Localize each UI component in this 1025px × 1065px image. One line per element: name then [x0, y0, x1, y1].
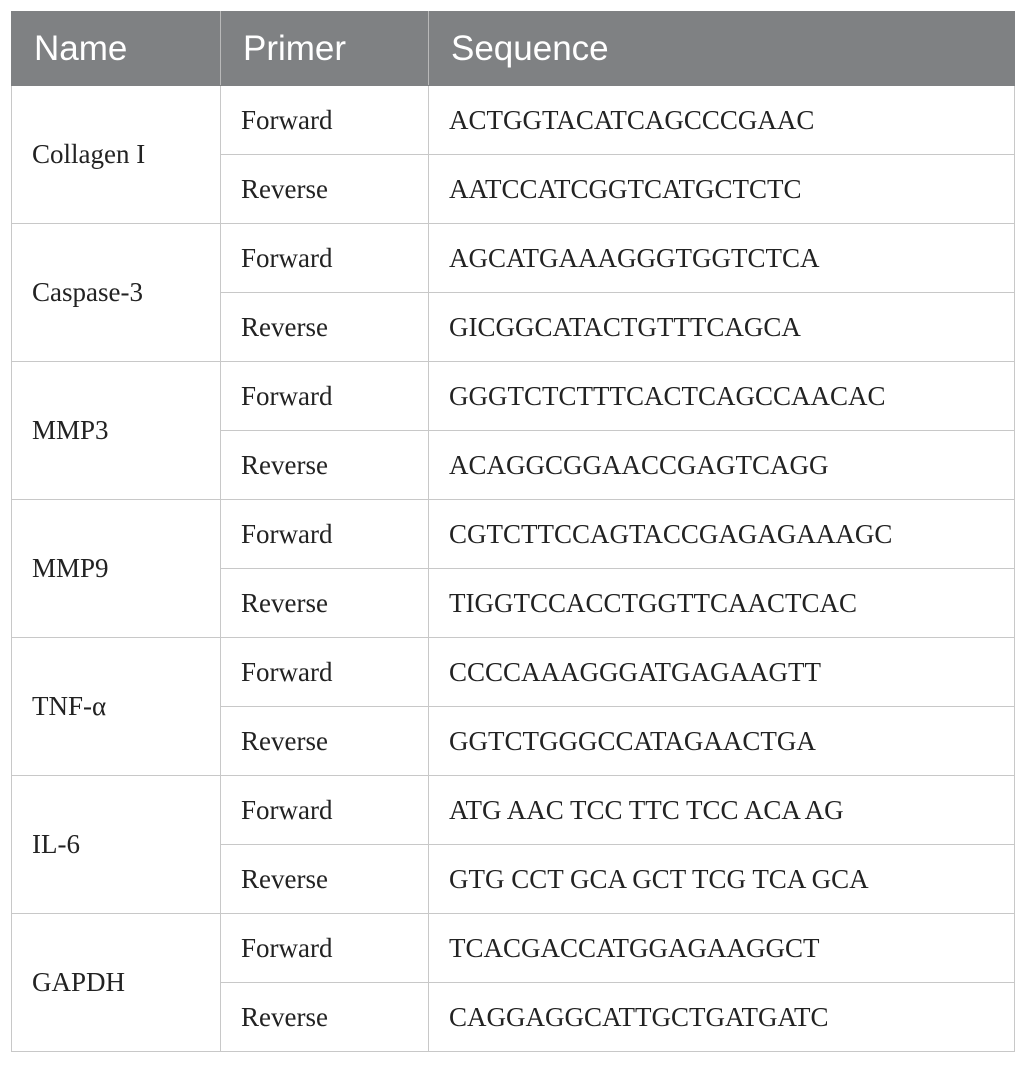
sequence-cell: CCCCAAAGGGATGAGAAGTT [429, 638, 1015, 707]
primer-cell: Reverse [221, 569, 429, 638]
sequence-cell: TCACGACCATGGAGAAGGCT [429, 914, 1015, 983]
primer-cell: Reverse [221, 431, 429, 500]
table-body [12, 86, 1015, 1052]
gene-name-cell: TNF-α [12, 638, 221, 776]
sequence-cell: TIGGTCCACCTGGTTCAACTCAC [429, 569, 1015, 638]
primer-cell: Reverse [221, 293, 429, 362]
header-sequence: Sequence [429, 12, 1015, 86]
gene-name-cell: GAPDH [12, 914, 221, 1052]
sequence-cell: ACTGGTACATCAGCCCGAAC [429, 86, 1015, 155]
sequence-cell: AATCCATCGGTCATGCTCTC [429, 155, 1015, 224]
primer-cell: Forward [221, 500, 429, 569]
sequence-cell: CGTCTTCCAGTACCGAGAGAAAGC [429, 500, 1015, 569]
sequence-cell: CAGGAGGCATTGCTGATGATC [429, 983, 1015, 1052]
sequence-cell: ATG AAC TCC TTC TCC ACA AG [429, 776, 1015, 845]
primer-cell: Reverse [221, 707, 429, 776]
primer-cell: Forward [221, 224, 429, 293]
primer-cell: Reverse [221, 983, 429, 1052]
gene-name-cell: Caspase-3 [12, 224, 221, 362]
primer-cell: Forward [221, 638, 429, 707]
table-row [12, 224, 1015, 293]
sequence-cell: GICGGCATACTGTTTCAGCA [429, 293, 1015, 362]
primer-cell: Forward [221, 914, 429, 983]
table-header [12, 12, 1015, 86]
table-row [12, 500, 1015, 569]
gene-name-cell: MMP9 [12, 500, 221, 638]
gene-name-cell: IL-6 [12, 776, 221, 914]
primer-cell: Reverse [221, 845, 429, 914]
header-primer: Primer [221, 12, 429, 86]
table-row [12, 362, 1015, 431]
gene-name-cell: MMP3 [12, 362, 221, 500]
table-row [12, 776, 1015, 845]
sequence-cell: AGCATGAAAGGGTGGTCTCA [429, 224, 1015, 293]
table-row [12, 86, 1015, 155]
sequence-cell: GGTCTGGGCCATAGAACTGA [429, 707, 1015, 776]
sequence-cell: GTG CCT GCA GCT TCG TCA GCA [429, 845, 1015, 914]
primer-cell: Forward [221, 776, 429, 845]
primer-table [11, 11, 1015, 1052]
gene-name-cell: Collagen I [12, 86, 221, 224]
table-row [12, 914, 1015, 983]
header-row [12, 12, 1015, 86]
header-name: Name [12, 12, 221, 86]
primer-cell: Forward [221, 86, 429, 155]
sequence-cell: GGGTCTCTTTCACTCAGCCAACAC [429, 362, 1015, 431]
primer-cell: Forward [221, 362, 429, 431]
table-row [12, 638, 1015, 707]
sequence-cell: ACAGGCGGAACCGAGTCAGG [429, 431, 1015, 500]
primer-cell: Reverse [221, 155, 429, 224]
